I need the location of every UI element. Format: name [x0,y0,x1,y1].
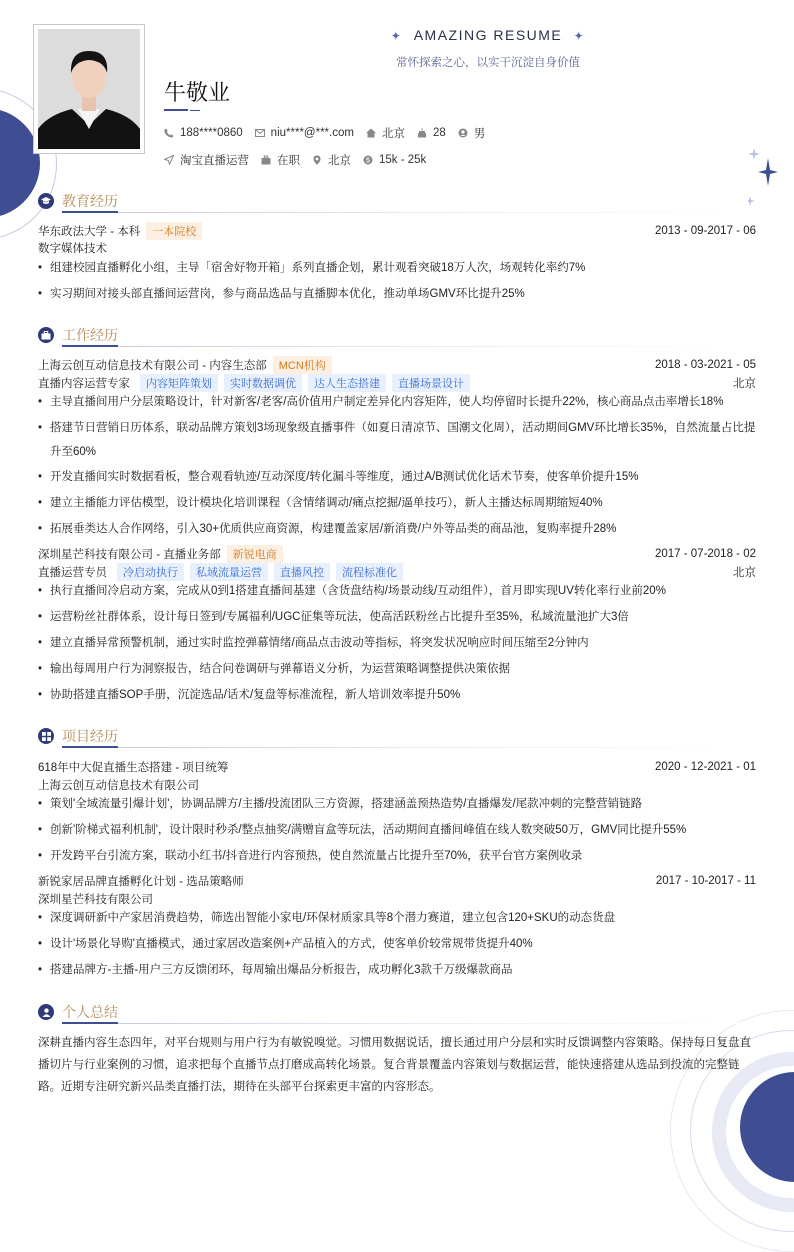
candidate-name: 牛敬业 [164,80,231,105]
list-item: • 深度调研新中产家居消费趋势，筛选出智能小家电/环保材质家具等8个潜力赛道，建立包含120+SKU的动态货盘 [38,906,756,930]
section-title: 工作经历 [62,327,118,343]
skill-tag: 达人生态搭建 [308,374,386,392]
list-item: • 输出每周用户行为洞察报告，结合问卷调研与弹幕语义分析，为运营策略调整提供决策依据 [38,657,756,681]
home-city: 北京 [381,128,405,140]
project-title: 新锐家居品牌直播孵化计划 - 选品策略师 [38,876,244,888]
job-date: 2018 - 03-2021 - 05 [654,359,756,371]
avatar-frame [33,24,145,154]
section-summary-header [38,1002,118,1022]
list-item: • 运营粉丝社群体系，设计每日签到/专属福利/UGC征集等玩法，使高活跃粉丝占比提升至35%，私域流量池扩大3倍 [38,605,756,629]
section-title: 项目经历 [62,728,118,744]
education-date: 2013 - 09-2017 - 06 [654,225,756,237]
list-item: • 开发跨平台引流方案，联动小红书/抖音进行内容预热，使自然流量占比提升至70%，获平台官方案例收录 [38,844,756,868]
list-item: • 设计'场景化导购'直播模式，通过家居改造案例+产品植入的方式，使客单价较常规带货提升40% [38,932,756,956]
section-title: 个人总结 [62,1004,118,1020]
section-work-header [38,325,118,345]
diamond-icon: ✦ [390,29,403,43]
skill-tag: 直播场景设计 [392,374,470,392]
location-icon [312,155,322,165]
home-icon [366,128,376,138]
intent-salary: 15k - 25k [379,154,427,166]
education-major-row [38,240,756,256]
project-company: 上海云创互动信息技术有限公司 [38,780,199,792]
sparkle-icon [748,148,778,212]
job-city: 北京 [733,567,756,579]
school-name: 华东政法大学 - 本科 [38,226,141,238]
section-divider [62,346,756,347]
job-role: 直播运营专员 [38,567,107,579]
resume-title: ✦ AMAZING RESUME ✦ [390,27,586,43]
briefcase-icon [261,155,271,165]
section-education-header [38,191,118,211]
company-name: 上海云创互动信息技术有限公司 - 内容生态部 [38,360,267,372]
section-divider-accent [62,1022,118,1024]
section-divider-accent [62,746,118,748]
section-divider [62,212,756,213]
project-company-row [38,777,756,793]
skill-tag: 私域流量运营 [190,563,268,581]
list-item: • 组建校园直播孵化小组，主导「宿舍好物开箱」系列直播企划，累计观看突破18万人次，场观转化率约7% [38,256,756,280]
name-underline-tail [190,110,200,111]
section-divider [62,747,756,748]
school-tag: 一本院校 [146,222,202,240]
list-item: • 执行直播间冷启动方案，完成从0到1搭建直播间基建（含货盘结构/场景动线/互动组件），首月即实现UV转化率行业前20% [38,579,756,603]
list-item: • 建立直播异常预警机制，通过实时监控弹幕情绪/商品点击波动等指标，将突发状况响应时间压缩至2分钟内 [38,631,756,655]
section-title: 教育经历 [62,193,118,209]
company-tag: MCN机构 [273,356,332,374]
summary-text: 深耕直播内容生态四年，对平台规则与用户行为有敏锐嗅觉。习惯用数据说话，擅长通过用户分层和实时反馈调整内容策略。保持每日复盘直播切片与行业案例的习惯，追求把每个直播节点打磨成高转化场景。复合背景覆盖内容策划与数据运营，能快速搭建从选品到投流的完整链路。近期专注研究新兴品类直播打法，期待在头部平台探索更丰富的内容形态。 [38,1037,751,1093]
gender-value: 男 [473,128,486,140]
list-item: • 策划'全域流量引爆计划'，协调品牌方/主播/投流团队三方资源，搭建涵盖预热造势/直播爆发/尾款冲刺的完整营销链路 [38,792,756,816]
section-divider-accent [62,211,118,213]
section-divider [62,1023,756,1024]
intent-position: 淘宝直播运营 [180,155,249,167]
company-name: 深圳星芒科技有限公司 - 直播业务部 [38,549,221,561]
resume-subtitle: 常怀探索之心，以实干沉淀自身价值 [396,57,580,69]
list-item: • 主导直播间用户分层策略设计，针对新客/老客/高价值用户制定差异化内容矩阵，使人均停留时长提升22%，核心商品点击率增长18% [38,390,756,414]
svg-text:$: $ [366,157,370,165]
briefcase-icon [38,327,54,343]
skill-tag: 流程标准化 [336,563,403,581]
list-item: • 创新'阶梯式福利机制'，设计限时秒杀/整点抽奖/满赠盲盒等玩法，活动期间直播间峰值在线人数突破50万，GMV同比提升55% [38,818,756,842]
list-item: • 搭建品牌方-主播-用户三方反馈闭环，每周输出爆品分析报告，成功孵化3款千万级爆款商品 [38,958,756,982]
intent-status: 在职 [277,155,300,167]
education-header-row [38,222,756,240]
list-item: • 搭建节日营销日历体系，联动品牌方策划3场现象级直播事件（如夏日清凉节、国潮文化周），活动期间GMV环比增长35%，自然流量占比提升至60% [38,416,756,464]
intent-city: 北京 [328,155,351,167]
project-company: 深圳星芒科技有限公司 [38,894,153,906]
email-address: niu****@***.com [270,127,354,139]
skill-tag: 内容矩阵策划 [140,374,218,392]
mail-icon [255,128,265,138]
name-underline [164,109,188,111]
job-role: 直播内容运营专家 [38,378,130,390]
list-item: • 实习期间对接头部直播间运营岗，参与商品选品与直播脚本优化，推动单场GMV环比提升25% [38,282,756,306]
user-icon [458,128,468,138]
section-divider-accent [62,345,118,347]
user-icon [38,1004,54,1020]
job-intent-row [164,152,438,168]
skill-tag: 实时数据调优 [224,374,302,392]
job-header-row [38,545,756,563]
skill-tag: 直播风控 [274,563,330,581]
company-tag: 新锐电商 [227,545,283,563]
salary-icon [363,155,373,165]
list-item: • 拓展垂类达人合作网络，引入30+优质供应商资源，构建覆盖家居/新消费/户外等品类的商品池，复购率提升28% [38,517,756,541]
project-header-row [38,759,756,775]
grid-icon [38,728,54,744]
diamond-icon: ✦ [573,29,586,43]
job-date: 2017 - 07-2018 - 02 [654,548,756,560]
send-icon [164,155,174,165]
project-date: 2017 - 10-2017 - 11 [655,875,756,887]
job-city: 北京 [733,378,756,390]
skill-tag: 冷启动执行 [117,563,184,581]
section-projects-header [38,726,118,746]
avatar [38,29,140,149]
graduation-cap-icon [38,193,54,209]
phone-number: 188****0860 [180,127,243,139]
list-item: • 协助搭建直播SOP手册，沉淀选品/话术/复盘等标准流程，新人培训效率提升50% [38,683,756,707]
job-header-row [38,356,756,374]
list-item: • 建立主播能力评估模型，设计模块化培训课程（含情绪调动/痛点挖掘/逼单技巧），新人主播达标周期缩短40% [38,491,756,515]
list-item: • 开发直播间实时数据看板，整合观看轨迹/互动深度/转化漏斗等维度，通过A/B测试优化话术节奏，使客单价提升15% [38,465,756,489]
project-title: 618年中大促直播生态搭建 - 项目统筹 [38,762,229,774]
project-header-row [38,873,756,889]
project-date: 2020 - 12-2021 - 01 [654,761,756,773]
project-company-row [38,891,756,907]
cake-icon [417,128,427,138]
major: 数字媒体技术 [38,243,107,255]
age-value: 28 [432,127,446,139]
phone-icon [164,128,174,138]
contact-row [164,125,497,141]
